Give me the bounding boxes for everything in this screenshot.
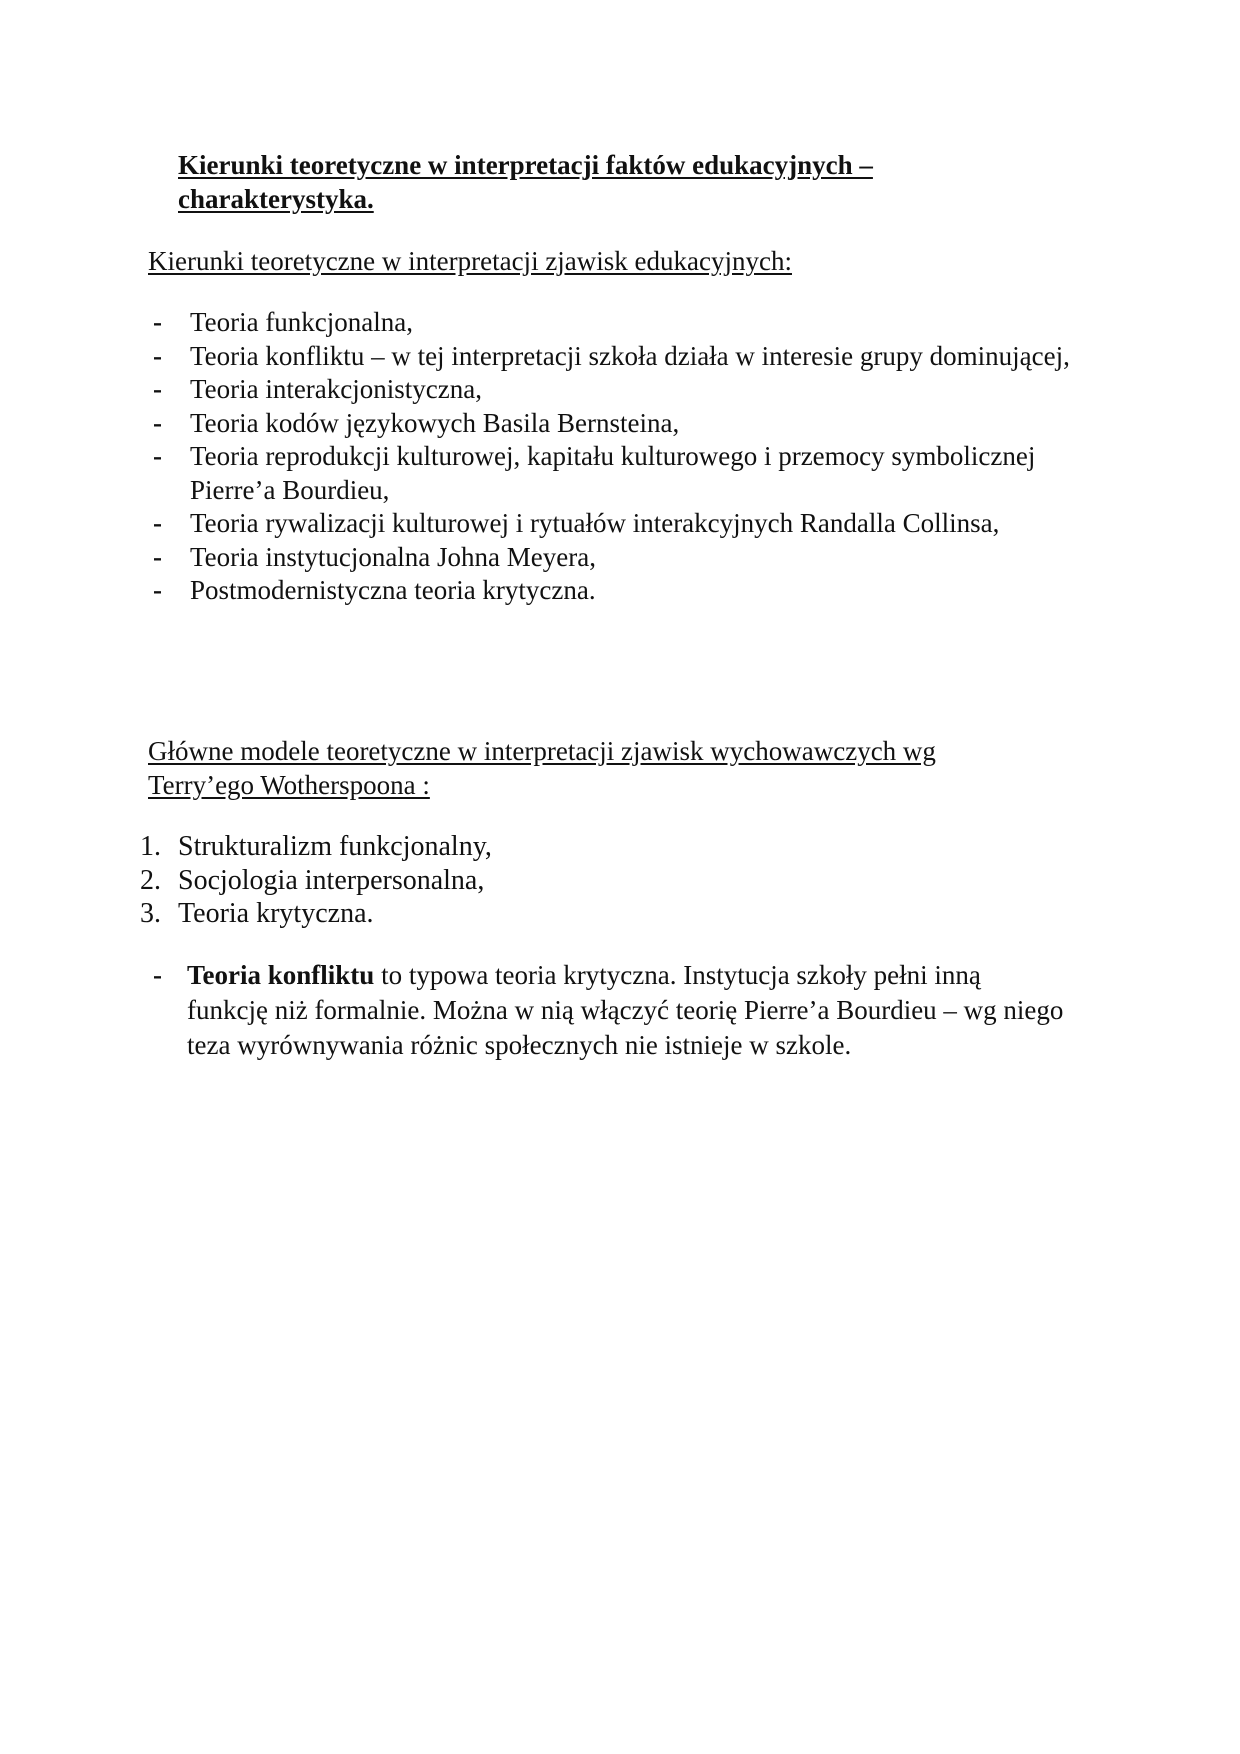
theory-models-list <box>0 830 492 931</box>
list-item-text: Postmodernistyczna teoria krytyczna. <box>190 575 596 605</box>
list-item <box>0 897 492 931</box>
note-lead: Teoria konfliktu <box>187 960 375 990</box>
list-item <box>0 340 1090 374</box>
dash-bullet: - <box>153 541 162 572</box>
dash-bullet: - <box>153 307 162 337</box>
list-item <box>0 541 1090 575</box>
note-paragraph <box>0 958 1067 1063</box>
dash-bullet: - <box>153 960 162 990</box>
list-item <box>0 407 1090 441</box>
list-item <box>0 507 1090 541</box>
list-number: 2. <box>140 864 161 896</box>
list-item-text: Teoria rywalizacji kulturowej i rytuałów interakcyjnych Randalla Collinsa, <box>190 508 1000 538</box>
section-heading-models: Główne modele teoretyczne w interpretacji zjawisk wychowawczych wg Terry’ego Wotherspoona : <box>148 736 936 800</box>
list-item-text: Teoria reprodukcji kulturowej, kapitału kulturowego i przemocy symbolicznej Pierre’a Bourdieu, <box>190 441 1036 505</box>
list-number: 1. <box>140 831 161 862</box>
dash-bullet: - <box>153 575 162 605</box>
list-item <box>0 373 1090 407</box>
dash-bullet: - <box>153 508 162 538</box>
list-item <box>0 440 1090 507</box>
list-item-text: – w tej interpretacji szkoła działa w interesie grupy dominującej, <box>364 340 1070 371</box>
list-item <box>0 574 1090 608</box>
list-item-text: Socjologia interpersonalna, <box>178 864 485 896</box>
list-item-lead: Teoria konfliktu <box>190 340 365 371</box>
list-item-text: Teoria kodów językowych Basila Bernsteina, <box>190 407 680 438</box>
list-item <box>0 864 492 898</box>
list-item-text: Teoria interakcjonistyczna, <box>190 374 482 404</box>
list-number: 3. <box>140 898 161 929</box>
section-heading-directions: Kierunki teoretyczne w interpretacji zjawisk edukacyjnych: <box>148 246 792 276</box>
list-item-text: Teoria instytucjonalna Johna Meyera, <box>190 541 596 572</box>
list-item-text: Strukturalizm funkcjonalny, <box>178 831 492 862</box>
title-line-1: Kierunki teoretyczne w interpretacji faktów edukacyjnych – <box>178 150 873 180</box>
dash-bullet: - <box>153 340 162 371</box>
document-title <box>178 148 998 216</box>
conflict-theory-note <box>0 958 1067 1063</box>
note-text: to typowa teoria krytyczna. Instytucja szkoły pełni inną funkcję niż formalnie. Można w nią włączyć teorię Pierre’a Bourdieu – wg niego teza wyrównywania różnic społecznych nie istnieje w szkole. <box>187 960 1064 1060</box>
list-item-text: Teoria funkcjonalna, <box>190 307 414 337</box>
list-item-text: Teoria krytyczna. <box>178 898 374 929</box>
title-line-2: charakterystyka. <box>178 184 374 214</box>
dash-bullet: - <box>153 441 162 471</box>
theory-directions-list <box>0 306 1090 608</box>
list-item <box>0 830 492 864</box>
dash-bullet: - <box>153 407 162 438</box>
list-item <box>0 306 1090 340</box>
dash-bullet: - <box>153 374 162 404</box>
